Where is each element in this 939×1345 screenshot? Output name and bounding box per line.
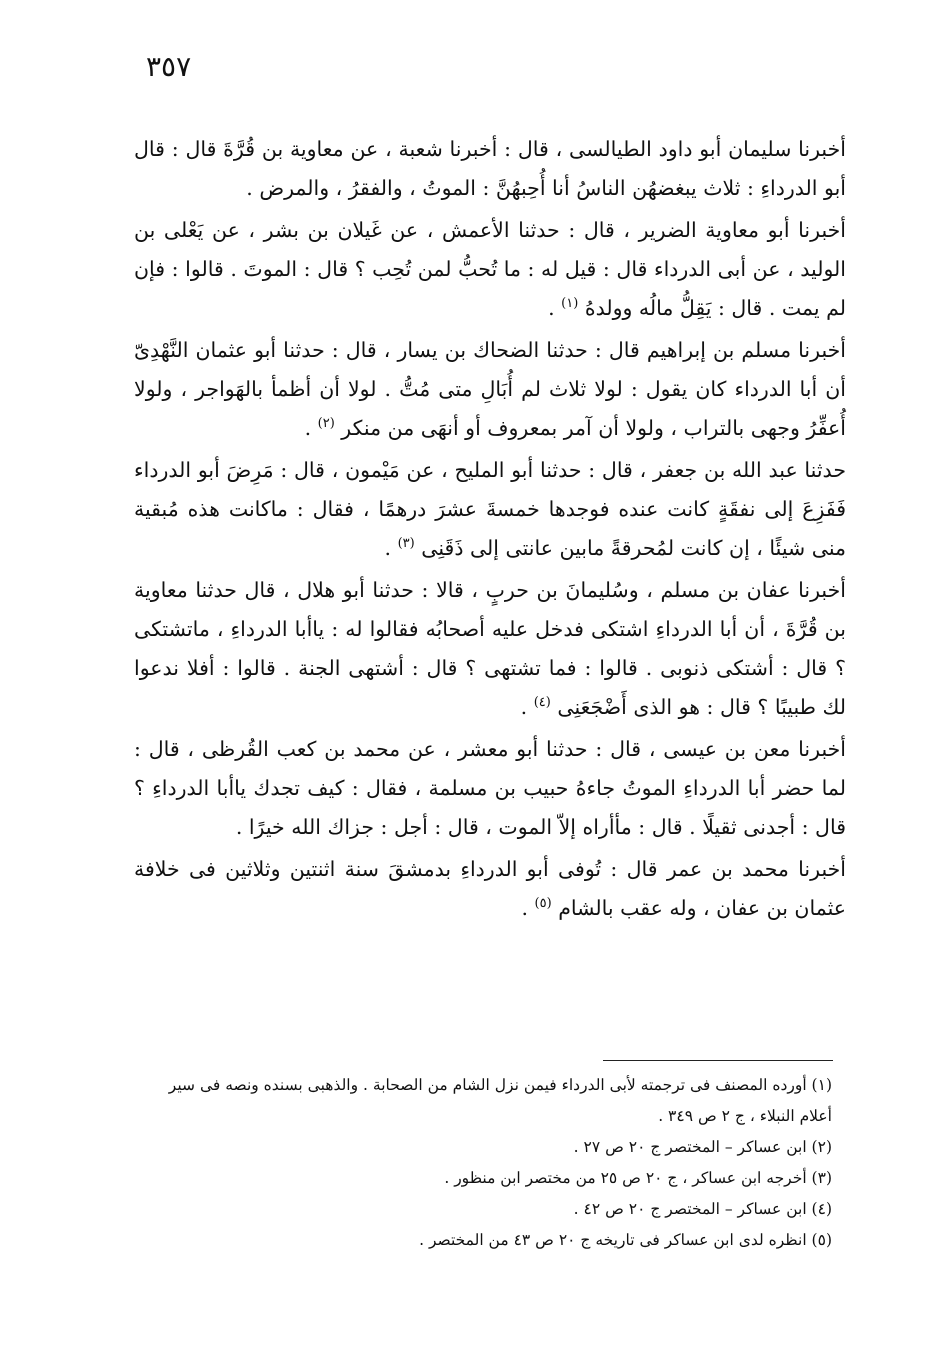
paragraph-1 [134, 130, 846, 208]
footnote-1: (١) أورده المصنف فى ترجمته لأبى الدرداء فيمن نزل الشام من الصحابة . والذهبى بسنده ونصه فى سير أعلام النبلاء ، ج ٢ ص ٣٤٩ . [168, 1076, 832, 1125]
paragraph-ending: . [548, 296, 562, 320]
paragraph-2 [134, 211, 846, 328]
paragraph-text: أخبرنا مسلم بن إبراهيم قال : حدثنا الضحاك بن يسار ، قال : حدثنا أبو عثمان النَّهْدِىّ أن أبا الدرداء كان يقول : لولا ثلاث لم أُبَالِ متى مُتُّ . لولا أن أظمأ بالهَواجر ، ولولا أُعفِّرُ وجهى بالتراب ، ولولا أن آمر بمعروف أو أنهَى من منكر [134, 338, 846, 440]
footnote-2: (٢) ابن عساكر – المختصر ج ٢٠ ص ٢٧ . [573, 1138, 832, 1156]
paragraph-ending: . [304, 416, 318, 440]
footnote-ref-4[interactable]: (٤) [533, 695, 551, 711]
footnote-divider [603, 1060, 833, 1061]
footnotes [134, 1070, 846, 1256]
footnote-ref-5[interactable]: (٥) [534, 896, 552, 912]
paragraph-text: أخبرنا أبو معاوية الضرير ، قال : حدثنا الأعمش ، عن غَيلان بن بشر ، عن يَعْلى بن الوليد ، عن أبى الدرداء قال : قيل له : ما تُحبُّ لمن تُحِب ؟ قال : الموتَ . قالوا : فإن لم يمت . قال : يَقِلُّ مالُه وولدهُ [134, 218, 846, 320]
paragraph-text: أخبرنا سليمان أبو داود الطيالسى ، قال : أخبرنا شعبة ، عن معاوية بن قُرَّةَ قال : قال أبو الدرداءِ : ثلاث يبغضهُن الناسُ أنا أُحِبهُنَّ : الموتُ ، والفقرُ ، والمرض . [134, 137, 846, 200]
paragraph-text: أخبرنا معن بن عيسى ، قال : حدثنا أبو معشر ، عن محمد بن كعب القُرظى ، قال : لما حضر أبا الدرداءِ الموتُ جاءهُ حبيب بن مسلمة ، فقال : كيف تجدك ياأبا الدرداءِ ؟ قال : أجدنى ثقيلًا . قال : مأأراه إلاّ الموت ، قال : أجل : جزاك الله خيرًا . [134, 737, 846, 839]
paragraph-text: حدثنا عبد الله بن جعفر ، قال : حدثنا أبو المليح ، عن مَيْمون ، قال : مَرِضَ أبو الدرداء فَفَزِعَ إلى نفقَةٍ كانت عنده فوجدها خمسةَ عشرَ درهمًا ، فقال : ماكانت هذه مُبقية منى شيئًا ، إن كانت لمُحرقةً مابين عانتى إلى ذَقَنِى [134, 458, 846, 560]
paragraph-4 [134, 451, 846, 568]
paragraph-text: أخبرنا محمد بن عمر قال : تُوفى أبو الدرداءِ بدمشقَ سنة اثنتين وثلاثين فى خلافة عثمان بن عفان ، وله عقب بالشام [134, 857, 846, 920]
footnote-ref-2[interactable]: (٢) [317, 416, 335, 432]
paragraph-ending: . [520, 695, 534, 719]
page-number: ٣٥٧ [146, 50, 192, 83]
paragraph-7 [134, 850, 846, 928]
paragraph-5 [134, 571, 846, 727]
footnote-5: (٥) انظره لدى ابن عساكر فى تاريخه ج ٢٠ ص ٤٣ من المختصر . [419, 1231, 832, 1249]
main-text [134, 130, 846, 931]
paragraph-ending: . [384, 536, 398, 560]
footnote-3: (٣) أخرجه ابن عساكر ، ج ٢٠ ص ٢٥ من مختصر ابن منظور . [444, 1169, 832, 1187]
paragraph-3 [134, 331, 846, 448]
footnote-4: (٤) ابن عساكر – المختصر ج ٢٠ ص ٤٢ . [573, 1200, 832, 1218]
footnote-ref-1[interactable]: (١) [561, 296, 579, 312]
paragraph-6 [134, 730, 846, 847]
paragraph-text: أخبرنا عفان بن مسلم ، وسُليمانَ بن حربٍ ، قالا : حدثنا أبو هلال ، قال حدثنا معاوية بن قُرَّةَ ، أن أبا الدرداءِ اشتكى فدخل عليه أصحابُه فقالوا له : ياأبا الدرداءِ ، ماتشتكى ؟ قال : أشتكى ذنوبى . قالوا : فما تشتهى ؟ قال : أشتهى الجنة . قالوا : أفلا ندعوا لك طبيبًا ؟ قال : هو الذى أَضْجَعَنِى [134, 578, 846, 719]
footnote-ref-3[interactable]: (٣) [397, 536, 415, 552]
paragraph-ending: . [521, 896, 535, 920]
